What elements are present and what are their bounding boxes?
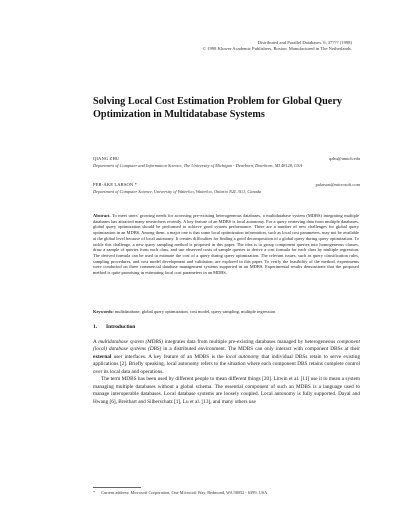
keywords-label: Keywords: — [93, 309, 114, 314]
author-name: PER-ÅKE LARSON * — [93, 182, 137, 187]
author-affiliation: Department of Computer and Information Science, The University of Michigan - Dearborn, Dearborn, MI 48128, USA — [93, 163, 303, 168]
author-email: palarson@microsoft.com — [315, 182, 360, 187]
abstract-label: Abstract. — [93, 213, 111, 218]
abstract — [93, 213, 359, 276]
author-affiliation: Department of Computer Science, University of Waterloo, Waterloo, Ontario N2L 3G1, Canada — [93, 189, 262, 194]
body-text — [93, 339, 360, 406]
footnote-mark: * — [93, 490, 96, 495]
paper-title: Solving Local Cost Estimation Problem for Global Query Optimization in Multidatabase Systems — [93, 96, 342, 120]
author-email: qzhu@umich.edu — [329, 156, 360, 161]
keywords-text: multidatabase, global query optimization, cost model, query sampling, multiple regression — [114, 309, 276, 314]
footnote-divider — [93, 487, 141, 488]
keywords — [93, 309, 359, 315]
abstract-text: To meet users' growing needs for accessing pre-existing heterogeneous databases, a multidatabase system (MDBS) integrating multiple databases has attracted many researchers recently. A key feature of an MDBS is local autonomy. For a query retrieving data from multiple databases, global query optimization should be performed to achieve good system performance. There are a number of new challenges for global query optimization in an MDBS. Among them, a major one is that some local optimization information, such as local cost parameters, may not be available at the global level because of local autonomy. It creates difficulties for finding a good decomposition of a global query during query optimization. To tackle this challenge, a new query sampling method is proposed in this paper. The idea is to group component queries into homogeneous classes, draw a sample of queries from each class, and use observed costs of sample queries to derive a cost formula for each class by multiple regression. The derived formula can be used to estimate the cost of a query during query optimization. The relevant issues, such as query classification rules, sampling procedures, and cost model development and validation, are explored in this paper. To verify the feasibility of the method, experiments were conducted on three commercial database management systems supported in an MDBS. Experimental results demonstrate that the proposed method is quite promising in estimating local cost parameters in an MDBS. — [93, 213, 360, 276]
author-name: QIANG ZHU — [93, 156, 120, 161]
section-number: 1. — [93, 324, 98, 330]
paragraph: A multidatabase system (MDBS) integrates data from multiple pre-existing databases managed by heterogeneous component (local) database systems (DBS) in a distributed environment. The MDBS can only interact with component DBSs at their external user interfaces. A key feature of an MDBS is the local autonomy that individual DBSs retain to serve existing applications [2]. Briefly speaking, local autonomy refers to the situation where each component DBS retains complete control over its local data and operations. — [93, 339, 361, 375]
footnote — [93, 490, 360, 495]
journal-header — [203, 40, 352, 52]
footnote-text: Current address: Microsoft Corporation, One Microsoft Way, Redmond, WA 98052 - 6399, USA — [101, 490, 268, 495]
paragraph: The term MDBS has been used by different people to mean different things [20]. Litwin et al. [11] use it to mean a system managing multiple databases without a global schema. The essential component of such an MDBS is a language used to manage interoperable databases. Local database systems are loosely coupled. Local autonomy is fully supported. Dayal and Hwang [6], Breitbart and Silberschatz [1], Lu et al. [13], and many others use — [93, 376, 360, 405]
journal-copyright: © 1998 Kluwer Academic Publishers, Boston. Manufactured in The Netherlands. — [202, 46, 352, 51]
section-heading — [93, 324, 135, 330]
section-title: Introduction — [106, 324, 136, 330]
journal-citation: Distributed and Parallel Databases, 6, 37??? (1998) — [257, 40, 352, 45]
